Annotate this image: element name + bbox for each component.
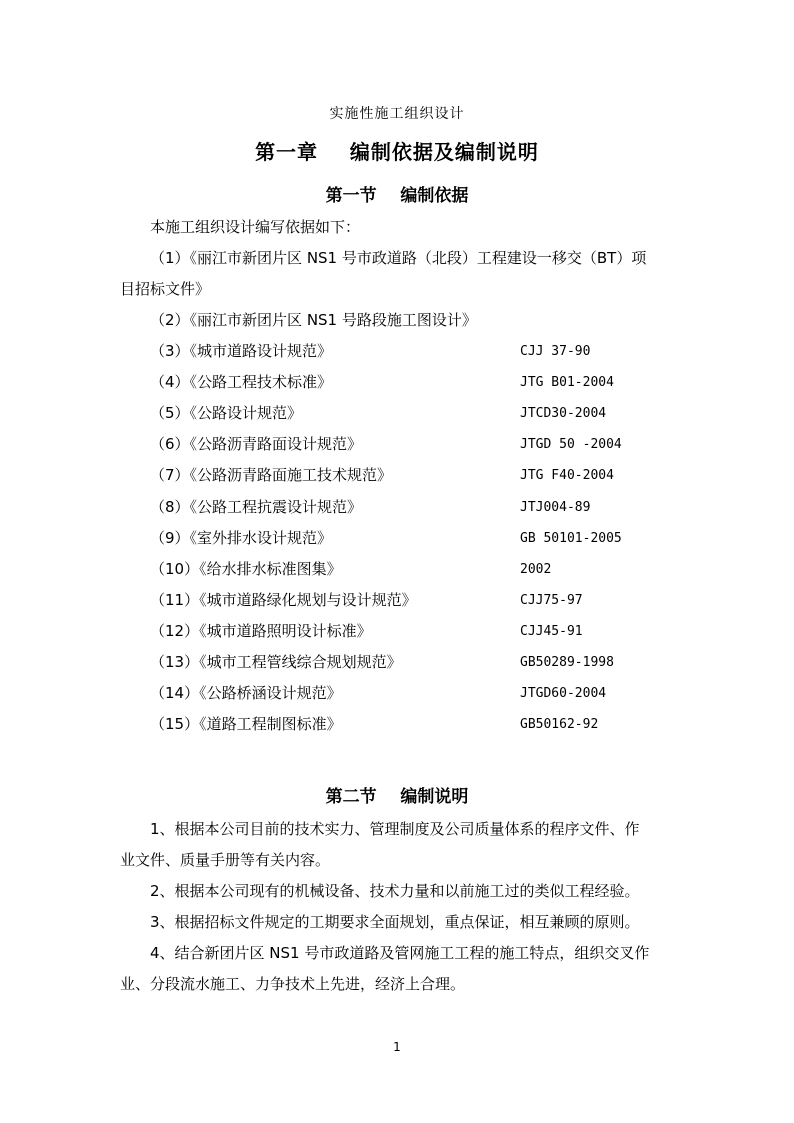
chapter-title: 第一章 编制依据及编制说明	[255, 140, 539, 164]
reference-item	[150, 554, 650, 585]
reference-title: （13）《城市工程管线综合规划规范》	[150, 653, 402, 672]
reference-code: GB50289-1998	[520, 655, 614, 671]
reference-item	[150, 398, 650, 429]
running-header: 实施性施工组织设计	[329, 106, 465, 122]
reference-item-1-continued: 目招标文件》	[120, 280, 211, 298]
reference-item	[150, 647, 650, 678]
reference-code: JTG B01-2004	[520, 375, 614, 391]
reference-code: 2002	[520, 561, 552, 577]
reference-code: JTGD 50 -2004	[520, 437, 622, 453]
reference-title: （14）《公路桥涵设计规范》	[150, 684, 342, 703]
reference-title: （4）《公路工程技术标准》	[150, 373, 333, 392]
reference-item	[150, 616, 650, 647]
reference-code: JTG F40-2004	[520, 468, 614, 484]
note-item-1-continued: 业文件、质量手册等有关内容。	[120, 851, 331, 869]
reference-title: （8）《公路工程抗震设计规范》	[150, 497, 363, 516]
note-item-4-continued: 业、分段流水施工、力争技术上先进，经济上合理。	[120, 975, 466, 993]
reference-item	[150, 429, 650, 460]
reference-item	[150, 523, 650, 554]
reference-code: CJJ45-91	[520, 623, 583, 639]
page-number: 1	[393, 1040, 401, 1054]
reference-item	[150, 492, 650, 523]
reference-code: JTGD60-2004	[520, 686, 607, 702]
reference-code: CJJ75-97	[520, 592, 583, 608]
reference-item	[150, 585, 650, 616]
reference-item-1: （1）《丽江市新团片区 NS1 号市政道路（北段）工程建设一移交（BT）项	[150, 249, 647, 267]
reference-item	[150, 460, 650, 491]
reference-item	[150, 336, 650, 367]
section-title-basis: 第一节 编制依据	[325, 186, 469, 206]
reference-title: （15）《道路工程制图标准》	[150, 715, 342, 734]
reference-title: （7）《公路沥青路面施工技术规范》	[150, 466, 393, 485]
reference-title: （3）《城市道路设计规范》	[150, 342, 333, 361]
note-item-1: 1、根据本公司目前的技术实力、管理制度及公司质量体系的程序文件、作	[150, 820, 640, 838]
reference-title: （6）《公路沥青路面设计规范》	[150, 435, 363, 454]
reference-title: （12）《城市道路照明设计标准》	[150, 621, 372, 640]
reference-code: GB50162-92	[520, 717, 599, 733]
note-item-2: 2、根据本公司现有的机械设备、技术力量和以前施工过的类似工程经验。	[150, 882, 640, 900]
reference-title: （9）《室外排水设计规范》	[150, 528, 333, 547]
reference-item	[150, 678, 650, 709]
reference-code: JTCD30-2004	[520, 406, 607, 422]
section-title-notes: 第二节 编制说明	[325, 787, 469, 807]
reference-code: CJJ 37-90	[520, 344, 591, 360]
note-item-3: 3、根据招标文件规定的工期要求全面规划，重点保证，相互兼顾的原则。	[150, 913, 640, 931]
reference-list	[150, 305, 650, 740]
reference-title: （2）《丽江市新团片区 NS1 号路段施工图设计》	[150, 311, 477, 329]
reference-item	[150, 305, 650, 336]
reference-code: GB 50101-2005	[520, 530, 622, 546]
reference-title: （10）《给水排水标准图集》	[150, 559, 342, 578]
note-item-4: 4、结合新团片区 NS1 号市政道路及管网施工工程的施工特点，组织交叉作	[150, 944, 650, 962]
reference-item	[150, 709, 650, 740]
reference-item	[150, 367, 650, 398]
intro-paragraph: 本施工组织设计编写依据如下：	[150, 218, 361, 236]
reference-title: （11）《城市道路绿化规划与设计规范》	[150, 590, 417, 609]
reference-code: JTJ004-89	[520, 499, 591, 515]
reference-title: （5）《公路设计规范》	[150, 404, 303, 423]
